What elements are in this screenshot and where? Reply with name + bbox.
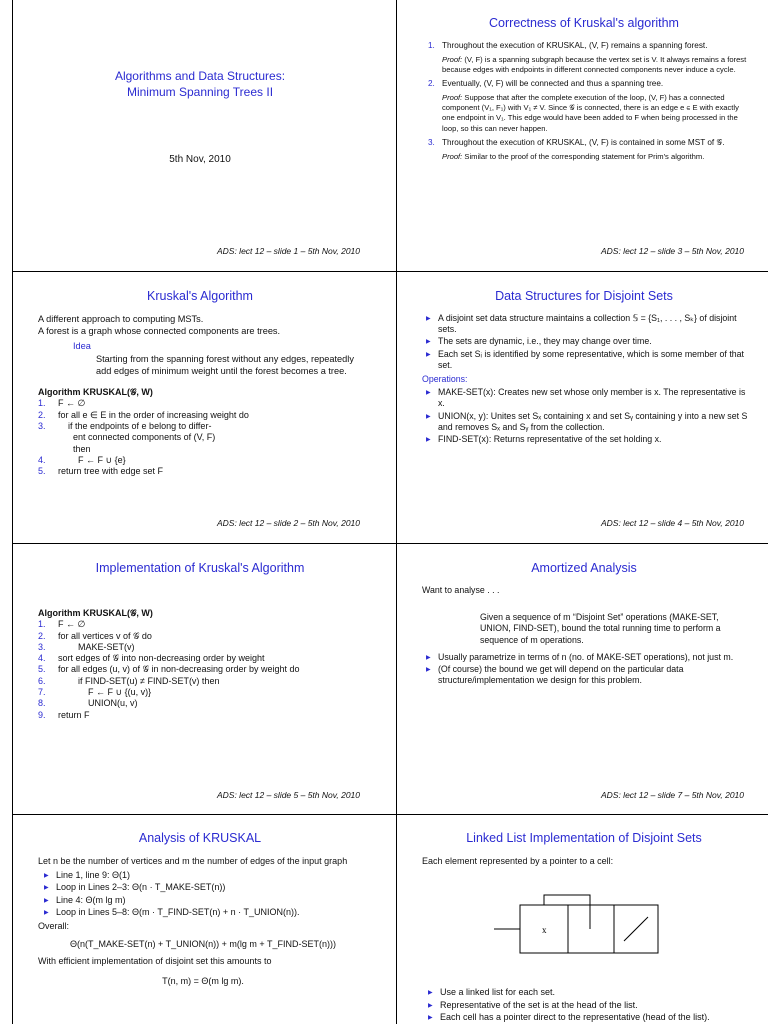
bullet-bound: ▶ (Of course) the bound we get will depend on the particular data structure/implementation we design for this problem.: [426, 664, 752, 686]
line-text: UNION(u, v): [58, 698, 138, 709]
line-number: 2.: [38, 409, 46, 420]
line-number: [38, 432, 58, 443]
algorithm-line: [38, 687, 368, 698]
slide-3-title: Correctness of Kruskal's algorithm: [489, 16, 679, 30]
claim-1: [428, 41, 752, 52]
divider-left: [12, 0, 13, 1024]
line-text: return tree with edge set F: [58, 466, 164, 477]
title-line-2: Minimum Spanning Trees II: [126, 85, 274, 99]
proof-2: [428, 93, 752, 134]
analysis-intro: Want to analyse . . .: [422, 585, 500, 595]
op-make-set: ▶ MAKE-SET(x): Creates new set whose only member is x. The representative is x.: [426, 387, 752, 409]
bullet-representative: ▶ Each set Sᵢ is identified by some representative, which is some member of that set.: [426, 349, 752, 371]
line-number: 5.: [38, 664, 46, 675]
operations-label: Operations:: [422, 374, 468, 385]
line-number: 5.: [38, 466, 46, 477]
line-text: for all vertices v of 𝒢 do: [58, 630, 152, 641]
analysis-intro: Let n be the number of vertices and m the number of edges of the input graph: [38, 856, 348, 866]
claim-1-number: 1.: [428, 41, 435, 50]
line-number: 9.: [38, 709, 46, 720]
slide-6-body: [38, 856, 368, 987]
line-text: F ← ∅: [58, 398, 86, 409]
slide-5-footer: ADS: lect 12 – slide 5 – 5th Nov, 2010: [216, 790, 360, 800]
line-text: MAKE-SET(v): [58, 641, 135, 652]
title-line-1: Algorithms and Data Structures:: [114, 69, 286, 83]
slide-1-footer: ADS: lect 12 – slide 1 – 5th Nov, 2010: [216, 246, 360, 256]
bullet-linked-list: ▶ Use a linked list for each set.: [428, 987, 752, 999]
proof-3-text: Similar to the proof of the corresponding statement for Prim's algorithm.: [464, 151, 705, 161]
efficient-text: With efficient implementation of disjoint set this amounts to: [38, 956, 272, 967]
proof-1-text: (V, F) is a spanning subgraph because the vertex set is V. It always remains a forest because edges with endpoints in different connected components never induce a cycle.: [442, 54, 747, 74]
cell-head-pointer-box: [568, 905, 614, 953]
slide-1-title: [14, 68, 386, 100]
proof-3-label: Proof:: [442, 151, 463, 161]
slide-7-body: [422, 585, 752, 687]
bullet-pointer: ▶ Each cell has a pointer direct to the representative (head of the list).: [428, 1012, 752, 1024]
bullet-disjoint-set: ▶ A disjoint set data structure maintains a collection 𝕊 = {S₁, . . . , Sₖ} of disjoint sets.: [426, 313, 752, 335]
line-text: for all e ∈ E in the order of increasing weight do: [58, 409, 249, 420]
algorithm-line: [38, 619, 368, 630]
line-number: 2.: [38, 630, 46, 641]
line-text: F ← F ∪ {e}: [58, 454, 126, 465]
bullet-head: ▶ Representative of the set is at the head of the list.: [428, 1000, 752, 1012]
bullet-dynamic: ▶ The sets are dynamic, i.e., they may change over time.: [426, 336, 752, 347]
algorithm-line: [38, 653, 368, 664]
idea-text: Starting from the spanning forest without any edges, repeatedly add edges of minimum weight until the forest becomes a tree.: [96, 353, 354, 376]
slide-4-footer: ADS: lect 12 – slide 4 – 5th Nov, 2010: [600, 518, 744, 528]
algorithm-line: [38, 466, 368, 477]
claim-3-number: 3.: [428, 137, 435, 147]
cost-lines-1-9: ▶ Line 1, line 9: Θ(1): [44, 870, 368, 882]
line-text: for all edges (u, v) of 𝒢 in non-decreasing order by weight do: [58, 664, 300, 675]
slide-1-date: 5th Nov, 2010: [169, 154, 231, 165]
line-text: ent connected components of (V, F): [58, 432, 216, 443]
claim-3: [428, 138, 752, 149]
kruskal-algorithm: [38, 387, 368, 477]
claim-3-text: Throughout the execution of KRUSKAL, (V, F) is contained in some MST of 𝒢.: [442, 137, 725, 147]
slide-5: [14, 544, 386, 814]
slide-2-body: [38, 313, 368, 477]
final-bound: T(n, m) = Θ(m lg m).: [162, 975, 244, 986]
slide-5-title: Implementation of Kruskal's Algorithm: [95, 561, 305, 575]
claim-1-text: Throughout the execution of KRUSKAL, (V, F) remains a spanning forest.: [442, 41, 708, 50]
cell-label: x: [542, 925, 547, 935]
algorithm-header: Algorithm KRUSKAL(𝒢, W): [38, 387, 153, 398]
line-number: 8.: [38, 698, 46, 709]
null-pointer-slash: [624, 917, 648, 941]
algorithm-line: [38, 398, 368, 409]
op-find-set: ▶ FIND-SET(x): Returns representative of the set holding x.: [426, 434, 752, 445]
algorithm-line: [38, 421, 368, 432]
bullet-parametrize: ▶ Usually parametrize in terms of n (no. of MAKE-SET operations), not just m.: [426, 652, 752, 663]
algorithm-line: [38, 664, 368, 675]
overall-formula: Θ(n(T_MAKE-SET(n) + T_UNION(n)) + m(lg m + T_FIND-SET(n))): [70, 938, 336, 949]
slide-3: [398, 0, 768, 270]
slide-8: [398, 815, 768, 1024]
claim-2: [428, 79, 752, 90]
slide-4-title: Data Structures for Disjoint Sets: [495, 289, 673, 303]
op-union: ▶ UNION(x, y): Unites set Sₓ containing x and set Sᵧ containing y into a new set S and removes Sₓ and Sᵧ from the collection.: [426, 411, 752, 433]
idea-label: Idea: [73, 341, 91, 352]
slide-7-title: Amortized Analysis: [531, 561, 637, 575]
slide-8-title: Linked List Implementation of Disjoint Sets: [466, 831, 702, 845]
algorithm-line: [38, 642, 368, 653]
algorithm-lines: [38, 398, 368, 477]
linked-list-cell-diagram: [494, 891, 664, 955]
divider-center: [396, 0, 397, 1024]
cost-lines-5-8: ▶ Loop in Lines 5–8: Θ(m · T_FIND-SET(n) + n · T_UNION(n)).: [44, 907, 368, 919]
line-number: 1.: [38, 619, 46, 630]
line-number: 4.: [38, 653, 46, 664]
slide-7-footer: ADS: lect 12 – slide 7 – 5th Nov, 2010: [600, 790, 744, 800]
slide-3-body: [428, 41, 752, 166]
overall-label: Overall:: [38, 920, 70, 931]
cost-lines-2-3: ▶ Loop in Lines 2–3: Θ(n · T_MAKE-SET(n)): [44, 882, 368, 894]
slide-2-footer: ADS: lect 12 – slide 2 – 5th Nov, 2010: [216, 518, 360, 528]
line-text: return F: [58, 709, 90, 720]
line-text: if the endpoints of e belong to differ-: [58, 420, 212, 431]
slide-8-bullets: [422, 987, 752, 1024]
line-number: 6.: [38, 675, 46, 686]
slide-4: [398, 272, 768, 542]
algorithm-line: [38, 432, 368, 443]
analysis-quote: Given a sequence of m “Disjoint Set” operations (MAKE-SET, UNION, FIND-SET), bound the total running time to perform a sequence of m operations.: [480, 612, 721, 645]
line-text: then: [58, 443, 91, 454]
slide-4-body: [422, 313, 752, 446]
slide-2-title: Kruskal's Algorithm: [147, 289, 253, 303]
slide-3-footer: ADS: lect 12 – slide 3 – 5th Nov, 2010: [600, 246, 744, 256]
slide-5-body: [38, 602, 368, 721]
line-number: 3.: [38, 420, 46, 431]
representative-pointer-arrow: [544, 895, 590, 929]
linked-list-intro: Each element represented by a pointer to a cell:: [422, 856, 614, 866]
slide-6-title: Analysis of KRUSKAL: [138, 831, 262, 845]
line-number: 4.: [38, 454, 46, 465]
line-number: 1.: [38, 398, 46, 409]
algorithm-header: Algorithm KRUSKAL(𝒢, W): [38, 608, 153, 618]
proof-1-label: Proof:: [442, 54, 463, 64]
line-text: F ← ∅: [58, 619, 86, 630]
slide-2: [14, 272, 386, 542]
slide-7: [398, 544, 768, 814]
slide-1: [14, 0, 386, 270]
claim-2-number: 2.: [428, 79, 435, 89]
line-number: 7.: [38, 687, 46, 698]
proof-1: [428, 55, 752, 75]
slide-2-line-1: A different approach to computing MSTs.: [38, 314, 204, 324]
cost-line-4: ▶ Line 4: Θ(m lg m): [44, 895, 368, 907]
proof-2-text: Suppose that after the complete execution of the loop, (V, F) has a connected component (V₁, F₁) with V₁ ≠ V. Since 𝒢 is connected, there is an edge e ∈ E with exactly one endpoint in V₁. This edge would have been added to F when being processed in the loop, so this can never happen.: [442, 93, 739, 133]
line-text: if FIND-SET(u) ≠ FIND-SET(v) then: [58, 675, 220, 686]
algorithm-line: [38, 455, 368, 466]
line-text: F ← F ∪ {(u, v)}: [58, 687, 152, 698]
proof-3: [428, 152, 752, 162]
algorithm-line: [38, 710, 368, 721]
slide-8-body: [422, 856, 752, 868]
proof-2-label: Proof:: [442, 93, 463, 102]
algorithm-line: [38, 698, 368, 709]
line-number: 3.: [38, 641, 46, 652]
algorithm-line: [38, 410, 368, 421]
line-number: [38, 444, 58, 455]
kruskal-implementation: [38, 608, 368, 721]
claim-2-text: Eventually, (V, F) will be connected and thus a spanning tree.: [442, 79, 664, 89]
algorithm-line: [38, 631, 368, 642]
algorithm-line: [38, 444, 368, 455]
algorithm-line: [38, 676, 368, 687]
slide-2-line-2: A forest is a graph whose connected components are trees.: [38, 326, 281, 337]
algorithm-lines: [38, 619, 368, 721]
line-text: sort edges of 𝒢 into non-decreasing order by weight: [58, 653, 265, 664]
slide-6: [14, 815, 386, 1024]
